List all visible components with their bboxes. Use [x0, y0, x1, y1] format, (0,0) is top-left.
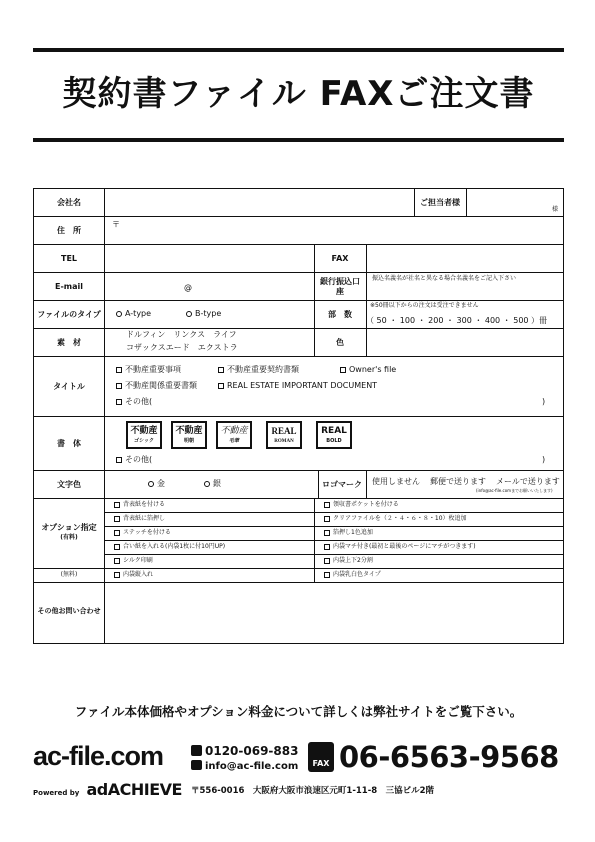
phone-icon — [191, 745, 202, 756]
powered-by: Powered by adACHIEVE — [33, 780, 182, 799]
option-left-2[interactable]: 背表紙に箔押し — [114, 515, 165, 522]
title-check-4[interactable] — [116, 383, 122, 389]
title-label: タイトル — [53, 382, 85, 391]
font-option-gothic[interactable]: 不動産 ゴシック — [126, 421, 162, 449]
free-option-right-check[interactable] — [324, 572, 330, 578]
option-right-1-check[interactable] — [324, 502, 330, 508]
postal-mark: 〒 — [112, 220, 120, 229]
type-a-radio[interactable] — [116, 311, 122, 317]
option-right-3[interactable]: 箔押し1色追加 — [324, 529, 373, 536]
bank-note: 振込名義名が社名と異なる場合名義名をご記入下さい — [372, 275, 517, 282]
email-field[interactable] — [105, 273, 314, 300]
color-label: 色 — [336, 338, 344, 347]
email-at: @ — [184, 283, 192, 292]
title-option-1[interactable]: 不動産重要事項 — [116, 365, 181, 375]
free-option-left[interactable]: 内袋縦入れ — [114, 571, 153, 578]
option-left-4[interactable]: 合い紙を入れる(内袋1枚に付10円UP) — [114, 543, 225, 550]
option-left-2-check[interactable] — [114, 516, 120, 522]
option-left-4-check[interactable] — [114, 544, 120, 550]
option-right-4-check[interactable] — [324, 544, 330, 550]
logo-post-option[interactable]: 郵便で送ります — [430, 477, 486, 486]
type-b-option[interactable]: B-type — [186, 309, 221, 319]
quantity-label: 部 数 — [328, 310, 352, 319]
font-label: 書 体 — [57, 439, 81, 448]
font-other[interactable]: その他( — [116, 455, 152, 465]
title-option-3[interactable]: Owner's file — [340, 365, 396, 375]
title-underline — [33, 138, 564, 142]
fax-icon: FAX — [308, 742, 334, 772]
option-right-4[interactable]: 内袋マチ付き(最初と最後のページにマチがつきます) — [324, 543, 476, 550]
top-rule — [33, 48, 564, 52]
address-label: 住 所 — [57, 226, 81, 235]
textcolor-label: 文字色 — [57, 480, 81, 489]
title-check-5[interactable] — [218, 383, 224, 389]
option-left-1-check[interactable] — [114, 502, 120, 508]
type-a-option[interactable]: A-type — [116, 309, 151, 319]
option-left-3-check[interactable] — [114, 530, 120, 536]
fax-number[interactable]: 06-6563-9568 — [339, 740, 559, 774]
options-paid-note: (有料) — [60, 534, 78, 541]
site-logo[interactable]: ac-file.com — [33, 741, 164, 771]
title-check-3[interactable] — [340, 367, 346, 373]
option-right-1[interactable]: 領収書ポケットを付ける — [324, 501, 399, 508]
color-field[interactable] — [367, 329, 563, 356]
tel-label: TEL — [60, 254, 78, 263]
mail-icon — [191, 760, 202, 770]
font-other-close: ) — [542, 455, 546, 464]
company-field[interactable] — [105, 189, 414, 216]
font-option-mincho[interactable]: 不動産 明朝 — [171, 421, 207, 449]
option-right-2[interactable]: クリアファイルを（２・４・６・８・10）枚追加 — [324, 515, 467, 522]
option-left-1[interactable]: 背表紙を付ける — [114, 501, 165, 508]
title-other[interactable]: その他( — [116, 397, 152, 407]
title-check-other[interactable] — [116, 399, 122, 405]
silver-radio[interactable] — [204, 481, 210, 487]
company-logo: adACHIEVE — [86, 780, 182, 799]
fax-label: FAX — [331, 254, 349, 263]
order-form — [33, 188, 564, 644]
option-left-5[interactable]: シルク印刷 — [114, 557, 153, 564]
textcolor-silver[interactable]: 銀 — [204, 479, 221, 489]
option-left-3[interactable]: ステッチを付ける — [114, 529, 171, 536]
sama-suffix: 様 — [552, 206, 559, 213]
material-row-1[interactable]: ドルフィン リンクス ライフ — [126, 330, 237, 339]
type-b-radio[interactable] — [186, 311, 192, 317]
textcolor-gold[interactable]: 金 — [148, 479, 165, 489]
fax-field[interactable] — [367, 245, 563, 272]
free-option-left-check[interactable] — [114, 572, 120, 578]
options-free-label: (無料) — [60, 571, 78, 578]
options-label: オプション指定 — [41, 523, 97, 532]
email-contact[interactable]: info@ac-file.com — [191, 760, 298, 772]
material-row-2[interactable]: コザックスエード エクストラ — [126, 343, 238, 352]
inquiry-label: その他お問い合わせ — [37, 607, 101, 615]
company-address: 〒556-0016 大阪府大阪市浪速区元町1-11-8 三協ビル2階 — [191, 786, 435, 796]
logo-label: ロゴマーク — [322, 480, 362, 489]
option-right-3-check[interactable] — [324, 530, 330, 536]
font-check-other[interactable] — [116, 457, 122, 463]
font-option-roman[interactable]: REAL ROMAN — [266, 421, 302, 449]
font-option-brush[interactable]: 不動産 毛筆 — [216, 421, 252, 449]
material-label: 素 材 — [57, 338, 81, 347]
title-option-5[interactable]: REAL ESTATE IMPORTANT DOCUMENT — [218, 381, 377, 391]
logo-none-option[interactable]: 使用しません — [372, 477, 420, 486]
gold-radio[interactable] — [148, 481, 154, 487]
option-right-5[interactable]: 内袋上下2分割 — [324, 557, 373, 564]
inquiry-field[interactable] — [105, 583, 563, 643]
contact-label: ご担当者様 — [420, 198, 460, 207]
title-check-1[interactable] — [116, 367, 122, 373]
logo-mail-note: (info@ac-file.comまでお願いいたします) — [476, 488, 553, 493]
option-right-5-check[interactable] — [324, 558, 330, 564]
font-option-bold[interactable]: REAL BOLD — [316, 421, 352, 449]
footer — [33, 738, 564, 802]
company-label: 会社名 — [57, 198, 81, 207]
contact-field[interactable] — [467, 189, 563, 216]
tel-field[interactable] — [105, 245, 314, 272]
title-option-4[interactable]: 不動産関係重要書類 — [116, 381, 197, 391]
tel-free[interactable]: 0120-069-883 — [191, 744, 298, 758]
title-other-close: ) — [542, 397, 546, 406]
page-title: 契約書ファイル FAXご注文書 — [62, 74, 535, 114]
email-label: E-mail — [54, 282, 83, 291]
option-left-5-check[interactable] — [114, 558, 120, 564]
address-field[interactable] — [105, 217, 563, 244]
quantity-options[interactable]: （ 50 ・ 100 ・ 200 ・ 300 ・ 400 ・ 500 ）冊 — [366, 316, 548, 325]
pricing-notice: ファイル本体価格やオプション料金について詳しくは弊社サイトをご覧下さい。 — [74, 704, 523, 719]
free-option-right[interactable]: 内袋乳白色タイプ — [324, 571, 381, 578]
option-right-2-check[interactable] — [324, 516, 330, 522]
quantity-note: ※50冊以下からの注文は受注できません — [370, 302, 479, 309]
filetype-label: ファイルのタイプ — [37, 310, 101, 319]
bank-label: 銀行振込口座 — [320, 277, 360, 296]
logo-mail-option[interactable]: メールで送ります — [496, 477, 560, 486]
title-option-2[interactable]: 不動産重要契約書類 — [218, 365, 299, 375]
title-check-2[interactable] — [218, 367, 224, 373]
